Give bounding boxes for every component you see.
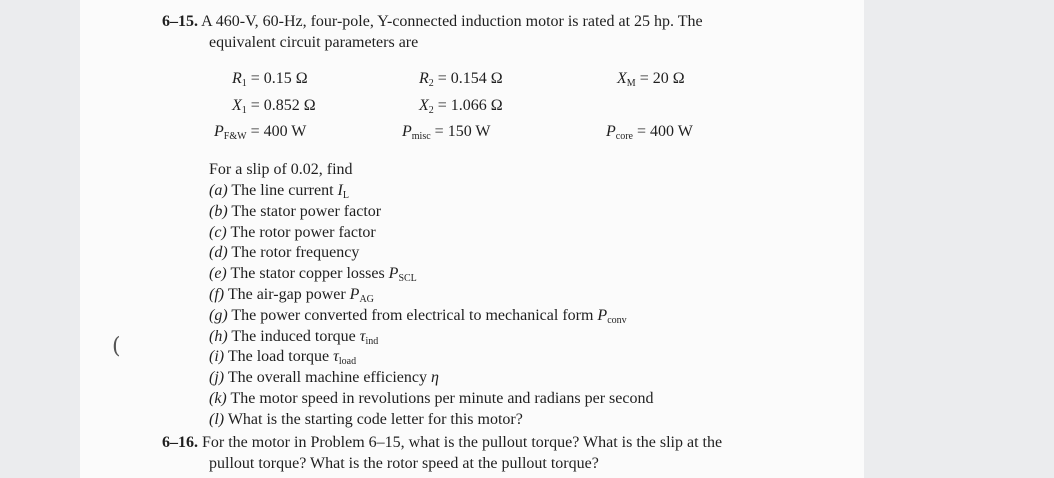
- question-text: The rotor frequency: [231, 244, 360, 262]
- question-text: The induced torque: [231, 327, 360, 345]
- question-text: The motor speed in revolutions per minute and radians per second: [230, 390, 654, 407]
- problem-6-16-line1: [162, 433, 722, 453]
- question-symbol: τ: [359, 327, 366, 345]
- param-pcore: $P_{core} = 400$ W: [606, 123, 693, 142]
- question-text: The power converted from electrical to mechanical form: [231, 306, 598, 324]
- question-label: (b): [209, 202, 228, 220]
- param-pmisc: $P_{misc} = 150$ W: [402, 123, 491, 142]
- question-symbol-subscript: load: [338, 356, 357, 368]
- question-symbol: I: [337, 182, 343, 199]
- question-symbol: τ: [333, 348, 339, 366]
- question-text: The stator copper losses: [230, 265, 389, 283]
- question-item: [209, 202, 381, 222]
- question-symbol-subscript: conv: [607, 314, 627, 326]
- param-r2: $R_2 = 0.154$ Ω: [419, 70, 503, 89]
- problem-6-15-text1: A 460-V, 60-Hz, four-pole, Y-connected induction motor is rated at 25 hp. The: [201, 13, 703, 30]
- question-item: [209, 347, 356, 367]
- param-r1: $R_1 = 0.15$ Ω: [232, 70, 308, 89]
- question-text: The line current: [231, 182, 338, 199]
- slip-intro: For a slip of 0.02, find: [209, 161, 353, 178]
- question-item: [209, 410, 523, 430]
- question-text: The air-gap power: [227, 286, 350, 303]
- param-x2: $X_2 = 1.066$ Ω: [419, 97, 503, 116]
- question-item: [209, 389, 653, 409]
- question-label: (j): [209, 369, 225, 387]
- question-symbol-subscript: SCL: [398, 273, 417, 285]
- question-label: (f): [209, 286, 225, 303]
- question-text: What is the starting code letter for this motor?: [227, 410, 523, 428]
- question-symbol-subscript: AG: [359, 294, 374, 305]
- question-symbol: P: [388, 265, 399, 283]
- question-label: (c): [209, 223, 227, 241]
- question-item: [209, 181, 349, 201]
- param-pfw: $P_{F\&W} = 400$ W: [214, 123, 307, 142]
- question-label: (g): [209, 306, 228, 324]
- question-symbol-subscript: L: [342, 190, 349, 201]
- question-label: (d): [209, 244, 228, 262]
- problem-6-15-line1: [162, 12, 703, 32]
- question-label: (i): [209, 348, 225, 366]
- question-label: (e): [209, 265, 227, 283]
- problem-6-15-line2: equivalent circuit parameters are: [209, 34, 419, 51]
- problem-6-16-number: 6–16.: [162, 434, 198, 451]
- question-item: [209, 327, 378, 347]
- question-symbol: P: [597, 306, 608, 324]
- question-symbol: η: [430, 369, 439, 387]
- question-item: [209, 368, 439, 388]
- question-item: [209, 243, 359, 263]
- question-text: The overall machine efficiency: [227, 369, 431, 387]
- param-xm: $X_M = 20$ Ω: [617, 70, 685, 89]
- question-item: [209, 285, 374, 305]
- problem-6-15-number: 6–15.: [162, 13, 198, 30]
- question-label: (l): [209, 410, 225, 428]
- problem-6-16-text1: For the motor in Problem 6–15, what is the pullout torque? What is the slip at the: [202, 434, 723, 451]
- question-item: [209, 264, 417, 284]
- question-item: [209, 223, 376, 243]
- param-x1: $X_1 = 0.852$ Ω: [232, 97, 316, 116]
- question-label: (h): [209, 327, 228, 345]
- margin-pen-mark: (: [112, 334, 121, 359]
- question-symbol: P: [349, 286, 360, 303]
- question-label: (a): [209, 182, 228, 199]
- question-text: The load torque: [227, 348, 334, 366]
- question-text: The stator power factor: [231, 202, 382, 220]
- question-symbol-subscript: ind: [365, 335, 379, 347]
- question-item: [209, 306, 627, 326]
- problem-6-16-line2: pullout torque? What is the rotor speed at the pullout torque?: [209, 455, 599, 472]
- question-text: The rotor power factor: [230, 223, 376, 241]
- question-label: (k): [209, 390, 227, 407]
